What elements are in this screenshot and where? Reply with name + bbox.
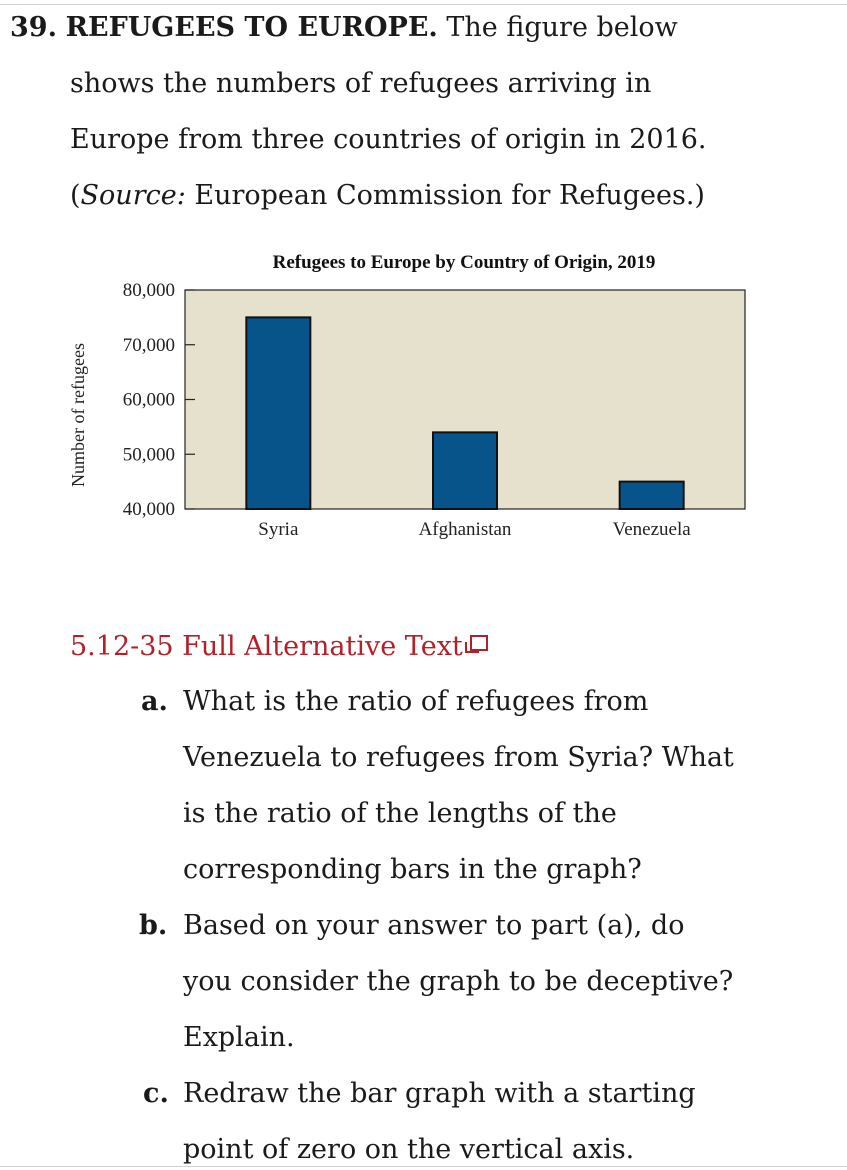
problem-number: 39. <box>10 12 57 43</box>
category-labels <box>258 519 691 540</box>
source-open-paren: ( <box>70 180 81 211</box>
part-text-line: point of zero on the vertical axis. <box>183 1134 635 1165</box>
part-text-line: Venezuela to refugees from Syria? What <box>183 742 734 773</box>
part-text-line: corresponding bars in the graph? <box>183 854 642 885</box>
problem-line-1 <box>10 0 830 56</box>
source-name: European Commission for Refugees.) <box>194 180 705 211</box>
y-tick-label: 80,000 <box>122 280 175 301</box>
y-axis-label: Number of refugees <box>68 343 88 487</box>
problem-line-3: Europe from three countries of origin in 2016. <box>70 124 707 155</box>
problem-line-2: shows the numbers of refugees arriving in <box>70 68 652 99</box>
y-axis-ticks <box>123 280 195 520</box>
bar-venezuela <box>620 482 684 509</box>
problem-statement <box>10 0 830 224</box>
bar-afghanistan <box>433 432 497 509</box>
bar-chart <box>60 240 780 560</box>
problem-line-4 <box>10 168 830 224</box>
source-label: Source: <box>80 180 186 211</box>
part-text-line: Redraw the bar graph with a starting <box>183 1078 696 1109</box>
alt-text-label: 5.12-35 Full Alternative Text <box>70 631 463 662</box>
x-category-label: Afghanistan <box>418 519 512 540</box>
y-tick-label: 50,000 <box>122 444 175 466</box>
x-category-label: Syria <box>258 519 299 540</box>
bar-chart-figure <box>60 240 780 560</box>
bar-syria <box>246 317 310 509</box>
chart-title: Refugees to Europe by Country of Origin, 2019 <box>272 252 656 273</box>
x-category-label: Venezuela <box>612 519 691 540</box>
part-marker: c. <box>143 1078 169 1109</box>
part-text-line: is the ratio of the lengths of the <box>183 798 617 829</box>
part-text-line: Explain. <box>183 1022 295 1053</box>
y-tick-label: 40,000 <box>122 499 175 520</box>
part-marker: a. <box>141 686 168 717</box>
y-tick-label: 70,000 <box>122 334 175 356</box>
problem-heading: REFUGEES TO EUROPE. <box>65 12 438 43</box>
full-alternative-text-link[interactable] <box>70 624 487 670</box>
bottom-rule <box>0 1166 847 1167</box>
part-text-line: What is the ratio of refugees from <box>183 686 649 717</box>
y-tick-label: 60,000 <box>122 389 175 411</box>
part-text-line: Based on your answer to part (a), do <box>183 910 685 941</box>
part-text-line: you consider the graph to be deceptive? <box>183 966 734 997</box>
problem-text: The figure below <box>437 12 678 43</box>
part-marker: b. <box>139 910 168 941</box>
external-window-icon <box>465 634 487 656</box>
